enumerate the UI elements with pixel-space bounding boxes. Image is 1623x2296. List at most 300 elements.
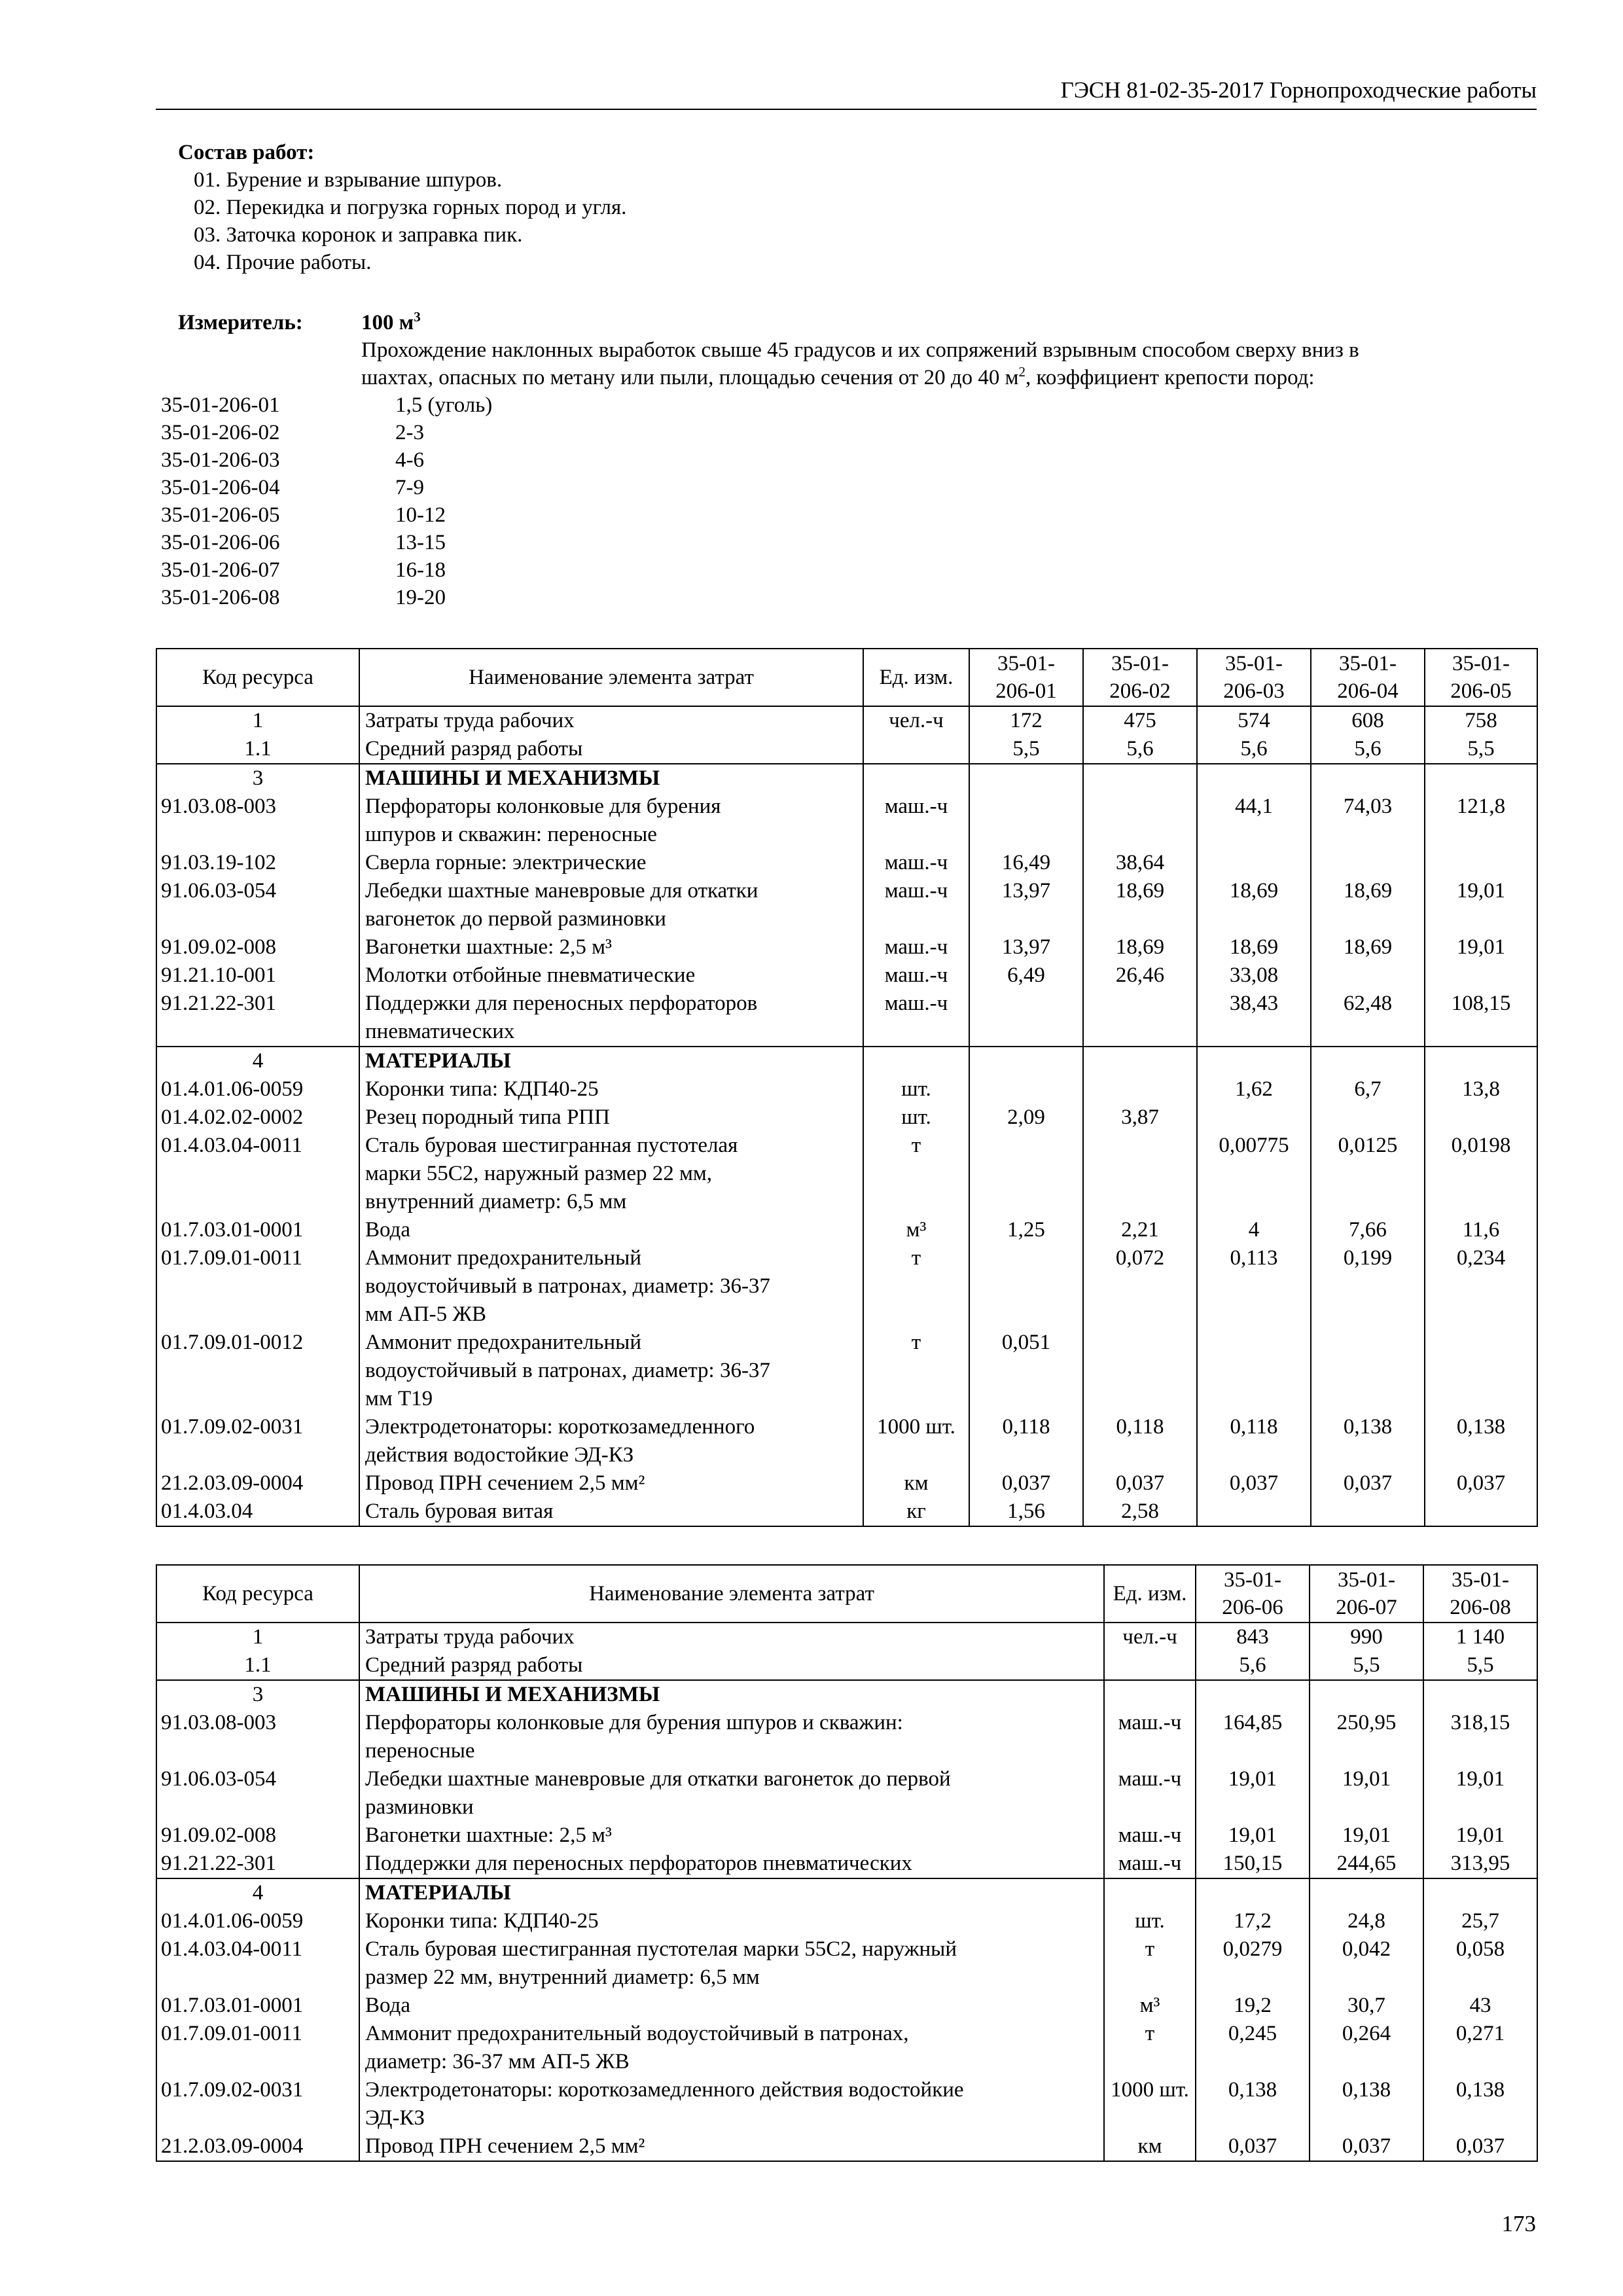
measure-code: 35-01-206-03	[161, 448, 280, 472]
resource-value	[1083, 764, 1197, 793]
resource-unit	[1104, 1651, 1196, 1680]
resource-code: 91.06.03-054	[156, 1765, 359, 1821]
resource-code: 91.03.08-003	[156, 1709, 359, 1765]
measure-code: 35-01-206-06	[161, 531, 280, 554]
resource-unit: м³	[863, 1216, 969, 1244]
resource-name: Затраты труда рабочих	[359, 1623, 1104, 1651]
resource-value: 843	[1196, 1623, 1310, 1651]
resource-name: Вагонетки шахтные: 2,5 м³	[359, 933, 863, 961]
resource-value	[1311, 961, 1425, 990]
resource-value: 0,037	[1083, 1469, 1197, 1498]
resource-value: 5,6	[1196, 1651, 1310, 1680]
resource-table-2	[156, 1564, 1538, 2162]
resource-value	[1083, 1329, 1197, 1413]
table-row	[156, 2020, 1537, 2076]
resource-name: Провод ПРН сечением 2,5 мм²	[359, 2132, 1104, 2161]
table-row	[156, 961, 1537, 990]
table-row	[156, 1469, 1537, 1498]
resource-unit: маш.-ч	[1104, 1765, 1196, 1821]
header-title: ГЭСН 81-02-35-2017 Горнопроходческие работы	[1060, 77, 1537, 103]
table-row	[156, 706, 1537, 735]
resource-name: Лебедки шахтные маневровые для откатки вагонеток до первой разминовки	[359, 1765, 1104, 1821]
measure-description	[361, 336, 1359, 391]
resource-value: 0,037	[1197, 1469, 1311, 1498]
composition-item: 02. Перекидка и погрузка горных пород и угля.	[194, 196, 627, 219]
resource-value: 5,5	[1310, 1651, 1423, 1680]
resource-unit: т	[1104, 2020, 1196, 2076]
resource-name: Аммонит предохранительный водоустойчивый в патронах, диаметр: 36-37 мм АП-5 ЖВ	[359, 1244, 863, 1329]
resource-name: Поддержки для переносных перфораторов пневматических	[359, 990, 863, 1047]
resource-value: 475	[1083, 706, 1197, 735]
column-header: 35-01- 206-05	[1425, 649, 1537, 706]
resource-value: 24,8	[1310, 1907, 1423, 1935]
resource-name: МАТЕРИАЛЫ	[359, 1878, 1104, 1907]
resource-value	[1083, 793, 1197, 849]
resource-value: 19,01	[1425, 933, 1537, 961]
resource-code: 01.7.09.01-0011	[156, 1244, 359, 1329]
resource-code: 91.06.03-054	[156, 877, 359, 933]
resource-value: 2,21	[1083, 1216, 1197, 1244]
resource-value: 0,199	[1311, 1244, 1425, 1329]
resource-unit: маш.-ч	[863, 793, 969, 849]
table-row	[156, 1623, 1537, 1651]
column-header: Наименование элемента затрат	[359, 1565, 1104, 1623]
resource-name: Вода	[359, 1992, 1104, 2020]
resource-value: 1,25	[969, 1216, 1083, 1244]
resource-name: Электродетонаторы: короткозамедленного действия водостойкие ЭД-КЗ	[359, 1413, 863, 1469]
resource-value: 19,01	[1423, 1821, 1537, 1850]
resource-code: 01.4.03.04-0011	[156, 1132, 359, 1216]
work-composition	[178, 139, 626, 276]
resource-unit	[863, 764, 969, 793]
resource-value: 19,01	[1310, 1765, 1423, 1821]
resource-value: 5,6	[1083, 735, 1197, 764]
resource-value	[969, 1047, 1083, 1075]
resource-unit	[1104, 1878, 1196, 1907]
resource-name: Коронки типа: КДП40-25	[359, 1907, 1104, 1935]
resource-value	[1310, 1878, 1423, 1907]
resource-name: Сверла горные: электрические	[359, 849, 863, 877]
resource-code: 01.4.01.06-0059	[156, 1907, 359, 1935]
resource-value: 108,15	[1425, 990, 1537, 1047]
section-row	[156, 1878, 1537, 1907]
resource-value: 5,6	[1197, 735, 1311, 764]
resource-name: Вагонетки шахтные: 2,5 м³	[359, 1821, 1104, 1850]
composition-title: Состав работ:	[178, 141, 315, 164]
measure-hardness: 19-20	[395, 586, 446, 609]
resource-value: 2,58	[1083, 1498, 1197, 1526]
resource-value: 19,01	[1423, 1765, 1537, 1821]
resource-value	[969, 1244, 1083, 1329]
measure-hardness: 16-18	[395, 558, 446, 582]
composition-item: 01. Бурение и взрывание шпуров.	[194, 168, 503, 192]
resource-value: 0,037	[1425, 1469, 1537, 1498]
table-row	[156, 1075, 1537, 1103]
measure-code: 35-01-206-05	[161, 503, 280, 527]
resource-value	[1311, 1498, 1425, 1526]
resource-value	[1196, 1878, 1310, 1907]
resource-value: 62,48	[1311, 990, 1425, 1047]
resource-code: 01.4.03.04	[156, 1498, 359, 1526]
measure-hardness: 10-12	[395, 503, 446, 527]
resource-value: 574	[1197, 706, 1311, 735]
resource-name: Лебедки шахтные маневровые для откатки вагонеток до первой разминовки	[359, 877, 863, 933]
resource-value: 74,03	[1311, 793, 1425, 849]
column-header: Ед. изм.	[1104, 1565, 1196, 1623]
resource-value: 0,264	[1310, 2020, 1423, 2076]
composition-item: 03. Заточка коронок и заправка пик.	[194, 223, 523, 247]
measure-desc-line: Прохождение наклонных выработок свыше 45 градусов и их сопряжений взрывным способом сверху вниз в	[361, 338, 1359, 362]
resource-code: 1.1	[156, 735, 359, 764]
resource-unit: маш.-ч	[1104, 1709, 1196, 1765]
resource-value: 318,15	[1423, 1709, 1537, 1765]
resource-value	[1423, 1878, 1537, 1907]
resource-value	[1083, 990, 1197, 1047]
measure-hardness: 1,5 (уголь)	[395, 393, 493, 417]
resource-value: 38,64	[1083, 849, 1197, 877]
resource-value: 13,8	[1425, 1075, 1537, 1103]
resource-value	[1311, 1047, 1425, 1075]
resource-value: 150,15	[1196, 1850, 1310, 1878]
resource-value: 18,69	[1083, 933, 1197, 961]
measure-hardness: 4-6	[395, 448, 424, 472]
resource-value	[1425, 1498, 1537, 1526]
resource-value: 1,56	[969, 1498, 1083, 1526]
measure-hardness: 2-3	[395, 421, 424, 444]
page-number: 173	[1501, 2211, 1536, 2236]
resource-code: 01.4.03.04-0011	[156, 1935, 359, 1992]
resource-value	[1311, 764, 1425, 793]
resource-code: 91.03.08-003	[156, 793, 359, 849]
resource-code: 3	[156, 764, 359, 793]
resource-value: 33,08	[1197, 961, 1311, 990]
resource-value: 0,138	[1423, 2076, 1537, 2132]
resource-value	[1197, 849, 1311, 877]
resource-value: 0,118	[1083, 1413, 1197, 1469]
resource-value	[969, 1075, 1083, 1103]
resource-code: 4	[156, 1878, 359, 1907]
measure-code: 35-01-206-08	[161, 586, 280, 609]
resource-unit: чел.-ч	[863, 706, 969, 735]
resource-unit: маш.-ч	[863, 849, 969, 877]
resource-value	[969, 990, 1083, 1047]
table-row	[156, 1132, 1537, 1216]
resource-value: 19,01	[1196, 1765, 1310, 1821]
resource-value: 0,118	[969, 1413, 1083, 1469]
resource-unit: чел.-ч	[1104, 1623, 1196, 1651]
measure-code: 35-01-206-04	[161, 476, 280, 499]
resource-code: 91.09.02-008	[156, 1821, 359, 1850]
table-row	[156, 1765, 1537, 1821]
table-row	[156, 1103, 1537, 1132]
resource-name: Сталь буровая витая	[359, 1498, 863, 1526]
resource-value	[969, 1132, 1083, 1216]
resource-value: 0,0125	[1311, 1132, 1425, 1216]
resource-value: 0,037	[1423, 2132, 1537, 2161]
resource-unit: т	[863, 1244, 969, 1329]
resource-value: 313,95	[1423, 1850, 1537, 1878]
resource-unit: т	[863, 1132, 969, 1216]
measure-code: 35-01-206-01	[161, 393, 280, 417]
table-row	[156, 2132, 1537, 2161]
resource-name: Провод ПРН сечением 2,5 мм²	[359, 1469, 863, 1498]
resource-value: 18,69	[1311, 877, 1425, 933]
resource-name: Средний разряд работы	[359, 735, 863, 764]
resource-unit: т	[863, 1329, 969, 1413]
resource-value: 0,051	[969, 1329, 1083, 1413]
resource-value	[1197, 1498, 1311, 1526]
resource-value: 0,037	[1310, 2132, 1423, 2161]
resource-code: 4	[156, 1047, 359, 1075]
resource-code: 91.21.22-301	[156, 1850, 359, 1878]
resource-value: 121,8	[1425, 793, 1537, 849]
resource-value: 0,138	[1310, 2076, 1423, 2132]
resource-value: 0,138	[1425, 1413, 1537, 1469]
resource-table-1	[156, 648, 1538, 1527]
resource-unit: маш.-ч	[1104, 1850, 1196, 1878]
resource-value: 0,245	[1196, 2020, 1310, 2076]
resource-value: 30,7	[1310, 1992, 1423, 2020]
column-header: 35-01- 206-06	[1196, 1565, 1310, 1623]
resource-value: 11,6	[1425, 1216, 1537, 1244]
resource-value: 0,037	[1311, 1469, 1425, 1498]
resource-unit: км	[1104, 2132, 1196, 2161]
resource-value	[1425, 764, 1537, 793]
resource-value: 164,85	[1196, 1709, 1310, 1765]
resource-code: 91.03.19-102	[156, 849, 359, 877]
resource-value: 244,65	[1310, 1850, 1423, 1878]
resource-value: 0,037	[969, 1469, 1083, 1498]
table-row	[156, 849, 1537, 877]
section-row	[156, 1680, 1537, 1709]
resource-unit: маш.-ч	[863, 877, 969, 933]
resource-value: 25,7	[1423, 1907, 1537, 1935]
resource-value: 18,69	[1197, 933, 1311, 961]
resource-value: 990	[1310, 1623, 1423, 1651]
resource-value: 0,072	[1083, 1244, 1197, 1329]
resource-value: 6,49	[969, 961, 1083, 990]
table-row	[156, 1498, 1537, 1526]
table-row	[156, 1413, 1537, 1469]
table-row	[156, 1216, 1537, 1244]
resource-unit: шт.	[863, 1075, 969, 1103]
resource-unit: км	[863, 1469, 969, 1498]
resource-name: Электродетонаторы: короткозамедленного действия водостойкие ЭД-КЗ	[359, 2076, 1104, 2132]
resource-code: 91.21.10-001	[156, 961, 359, 990]
resource-value	[1311, 1103, 1425, 1132]
table-row	[156, 990, 1537, 1047]
column-header: Код ресурса	[156, 1565, 359, 1623]
resource-value: 0,138	[1311, 1413, 1425, 1469]
resource-value: 16,49	[969, 849, 1083, 877]
resource-value	[1197, 1103, 1311, 1132]
resource-value	[1083, 1047, 1197, 1075]
resource-value	[1311, 1329, 1425, 1413]
resource-unit	[863, 1047, 969, 1075]
resource-value	[1083, 1075, 1197, 1103]
resource-unit: 1000 шт.	[1104, 2076, 1196, 2132]
resource-value: 0,0279	[1196, 1935, 1310, 1992]
column-header: Наименование элемента затрат	[359, 649, 863, 706]
section-row	[156, 1047, 1537, 1075]
column-header: 35-01- 206-04	[1311, 649, 1425, 706]
resource-name: Коронки типа: КДП40-25	[359, 1075, 863, 1103]
resource-code: 01.7.09.01-0011	[156, 2020, 359, 2076]
resource-unit: т	[1104, 1935, 1196, 1992]
resource-value: 5,5	[969, 735, 1083, 764]
measure-code: 35-01-206-02	[161, 421, 280, 444]
resource-code: 91.21.22-301	[156, 990, 359, 1047]
resource-code: 01.7.03.01-0001	[156, 1992, 359, 2020]
resource-value: 0,118	[1197, 1413, 1311, 1469]
resource-value	[969, 764, 1083, 793]
resource-value	[1425, 1329, 1537, 1413]
resource-name: Молотки отбойные пневматические	[359, 961, 863, 990]
table-row	[156, 1329, 1537, 1413]
measure-hardness: 13-15	[395, 531, 446, 554]
resource-code: 1.1	[156, 1651, 359, 1680]
resource-unit: м³	[1104, 1992, 1196, 2020]
resource-value: 0,042	[1310, 1935, 1423, 1992]
column-header: 35-01- 206-02	[1083, 649, 1197, 706]
resource-value: 0,037	[1196, 2132, 1310, 2161]
resource-value: 1,62	[1197, 1075, 1311, 1103]
resource-code: 91.09.02-008	[156, 933, 359, 961]
resource-value	[1083, 1132, 1197, 1216]
column-header: 35-01- 206-08	[1423, 1565, 1537, 1623]
resource-value: 13,97	[969, 933, 1083, 961]
resource-unit: маш.-ч	[863, 990, 969, 1047]
resource-value: 17,2	[1196, 1907, 1310, 1935]
resource-value: 1 140	[1423, 1623, 1537, 1651]
resource-value: 38,43	[1197, 990, 1311, 1047]
table-row	[156, 1821, 1537, 1850]
resource-value	[1425, 1047, 1537, 1075]
resource-value: 19,01	[1310, 1821, 1423, 1850]
resource-value: 6,7	[1311, 1075, 1425, 1103]
resource-value: 250,95	[1310, 1709, 1423, 1765]
resource-value: 172	[969, 706, 1083, 735]
resource-name: Аммонит предохранительный водоустойчивый в патронах, диаметр: 36-37 мм АП-5 ЖВ	[359, 2020, 1104, 2076]
resource-value: 758	[1425, 706, 1537, 735]
table-row	[156, 1907, 1537, 1935]
resource-value	[1423, 1680, 1537, 1709]
measure-label: Измеритель:	[178, 311, 303, 334]
resource-value: 4	[1197, 1216, 1311, 1244]
resource-value: 18,69	[1311, 933, 1425, 961]
resource-unit: шт.	[863, 1103, 969, 1132]
resource-value	[969, 793, 1083, 849]
resource-name: Сталь буровая шестигранная пустотелая марки 55С2, наружный размер 22 мм, внутренний диаметр: 6,5 мм	[359, 1935, 1104, 1992]
resource-unit	[1104, 1680, 1196, 1709]
resource-value: 13,97	[969, 877, 1083, 933]
resource-value: 19,01	[1425, 877, 1537, 933]
resource-name: Вода	[359, 1216, 863, 1244]
resource-code: 1	[156, 1623, 359, 1651]
resource-name: Резец породный типа РПП	[359, 1103, 863, 1132]
resource-value: 0,234	[1425, 1244, 1537, 1329]
resource-value: 2,09	[969, 1103, 1083, 1132]
resource-value: 19,2	[1196, 1992, 1310, 2020]
resource-value	[1197, 764, 1311, 793]
composition-item: 04. Прочие работы.	[194, 251, 372, 274]
resource-value: 608	[1311, 706, 1425, 735]
resource-value: 5,5	[1425, 735, 1537, 764]
column-header: 35-01- 206-07	[1310, 1565, 1423, 1623]
resource-code: 21.2.03.09-0004	[156, 2132, 359, 2161]
resource-name: Поддержки для переносных перфораторов пневматических	[359, 1850, 1104, 1878]
resource-value: 0,0198	[1425, 1132, 1537, 1216]
resource-value: 5,5	[1423, 1651, 1537, 1680]
page-header	[156, 73, 1537, 110]
resource-name: Аммонит предохранительный водоустойчивый в патронах, диаметр: 36-37 мм Т19	[359, 1329, 863, 1413]
resource-value	[1310, 1680, 1423, 1709]
resource-code: 01.7.09.01-0012	[156, 1329, 359, 1413]
measure-value: 100 $м^3$	[361, 309, 421, 334]
resource-code: 21.2.03.09-0004	[156, 1469, 359, 1498]
resource-code: 1	[156, 706, 359, 735]
resource-value	[1425, 961, 1537, 990]
resource-name: Средний разряд работы	[359, 1651, 1104, 1680]
resource-name: МАШИНЫ И МЕХАНИЗМЫ	[359, 764, 863, 793]
resource-value: 43	[1423, 1992, 1537, 2020]
resource-code: 01.4.01.06-0059	[156, 1075, 359, 1103]
resource-value: 3,87	[1083, 1103, 1197, 1132]
table-row	[156, 1850, 1537, 1878]
resource-value: 5,6	[1311, 735, 1425, 764]
resource-unit: кг	[863, 1498, 969, 1526]
column-header: Код ресурса	[156, 649, 359, 706]
resource-name: МАТЕРИАЛЫ	[359, 1047, 863, 1075]
resource-unit	[863, 735, 969, 764]
resource-name: Сталь буровая шестигранная пустотелая марки 55С2, наружный размер 22 мм, внутренний диаметр: 6,5 мм	[359, 1132, 863, 1216]
resource-value: 26,46	[1083, 961, 1197, 990]
resource-unit: маш.-ч	[1104, 1821, 1196, 1850]
section-row	[156, 764, 1537, 793]
resource-name: МАШИНЫ И МЕХАНИЗМЫ	[359, 1680, 1104, 1709]
resource-value: 19,01	[1196, 1821, 1310, 1850]
table-row	[156, 1244, 1537, 1329]
resource-value: 0,058	[1423, 1935, 1537, 1992]
resource-value: 0,113	[1197, 1244, 1311, 1329]
resource-unit: маш.-ч	[863, 933, 969, 961]
measure-hardness: 7-9	[395, 476, 424, 499]
column-header: 35-01- 206-01	[969, 649, 1083, 706]
resource-code: 01.7.09.02-0031	[156, 2076, 359, 2132]
resource-unit: шт.	[1104, 1907, 1196, 1935]
resource-value	[1425, 1103, 1537, 1132]
table-row	[156, 1992, 1537, 2020]
resource-name: Затраты труда рабочих	[359, 706, 863, 735]
resource-value	[1311, 849, 1425, 877]
resource-value: 7,66	[1311, 1216, 1425, 1244]
resource-unit: 1000 шт.	[863, 1413, 969, 1469]
resource-code: 3	[156, 1680, 359, 1709]
table-row	[156, 1651, 1537, 1680]
measure-desc-line: шахтах, опасных по метану или пыли, площадью сечения от 20 до 40 $м^2$, коэффициент крепости пород:	[361, 364, 1315, 389]
resource-unit: маш.-ч	[863, 961, 969, 990]
table-row	[156, 1709, 1537, 1765]
table-row	[156, 1935, 1537, 1992]
resource-value: 18,69	[1197, 877, 1311, 933]
resource-value: 0,271	[1423, 2020, 1537, 2076]
resource-value	[1197, 1329, 1311, 1413]
resource-name: Перфораторы колонковые для бурения шпуров и скважин: переносные	[359, 1709, 1104, 1765]
resource-value: 18,69	[1083, 877, 1197, 933]
table-row	[156, 933, 1537, 961]
resource-name: Перфораторы колонковые для бурения шпуров и скважин: переносные	[359, 793, 863, 849]
resource-value	[1197, 1047, 1311, 1075]
